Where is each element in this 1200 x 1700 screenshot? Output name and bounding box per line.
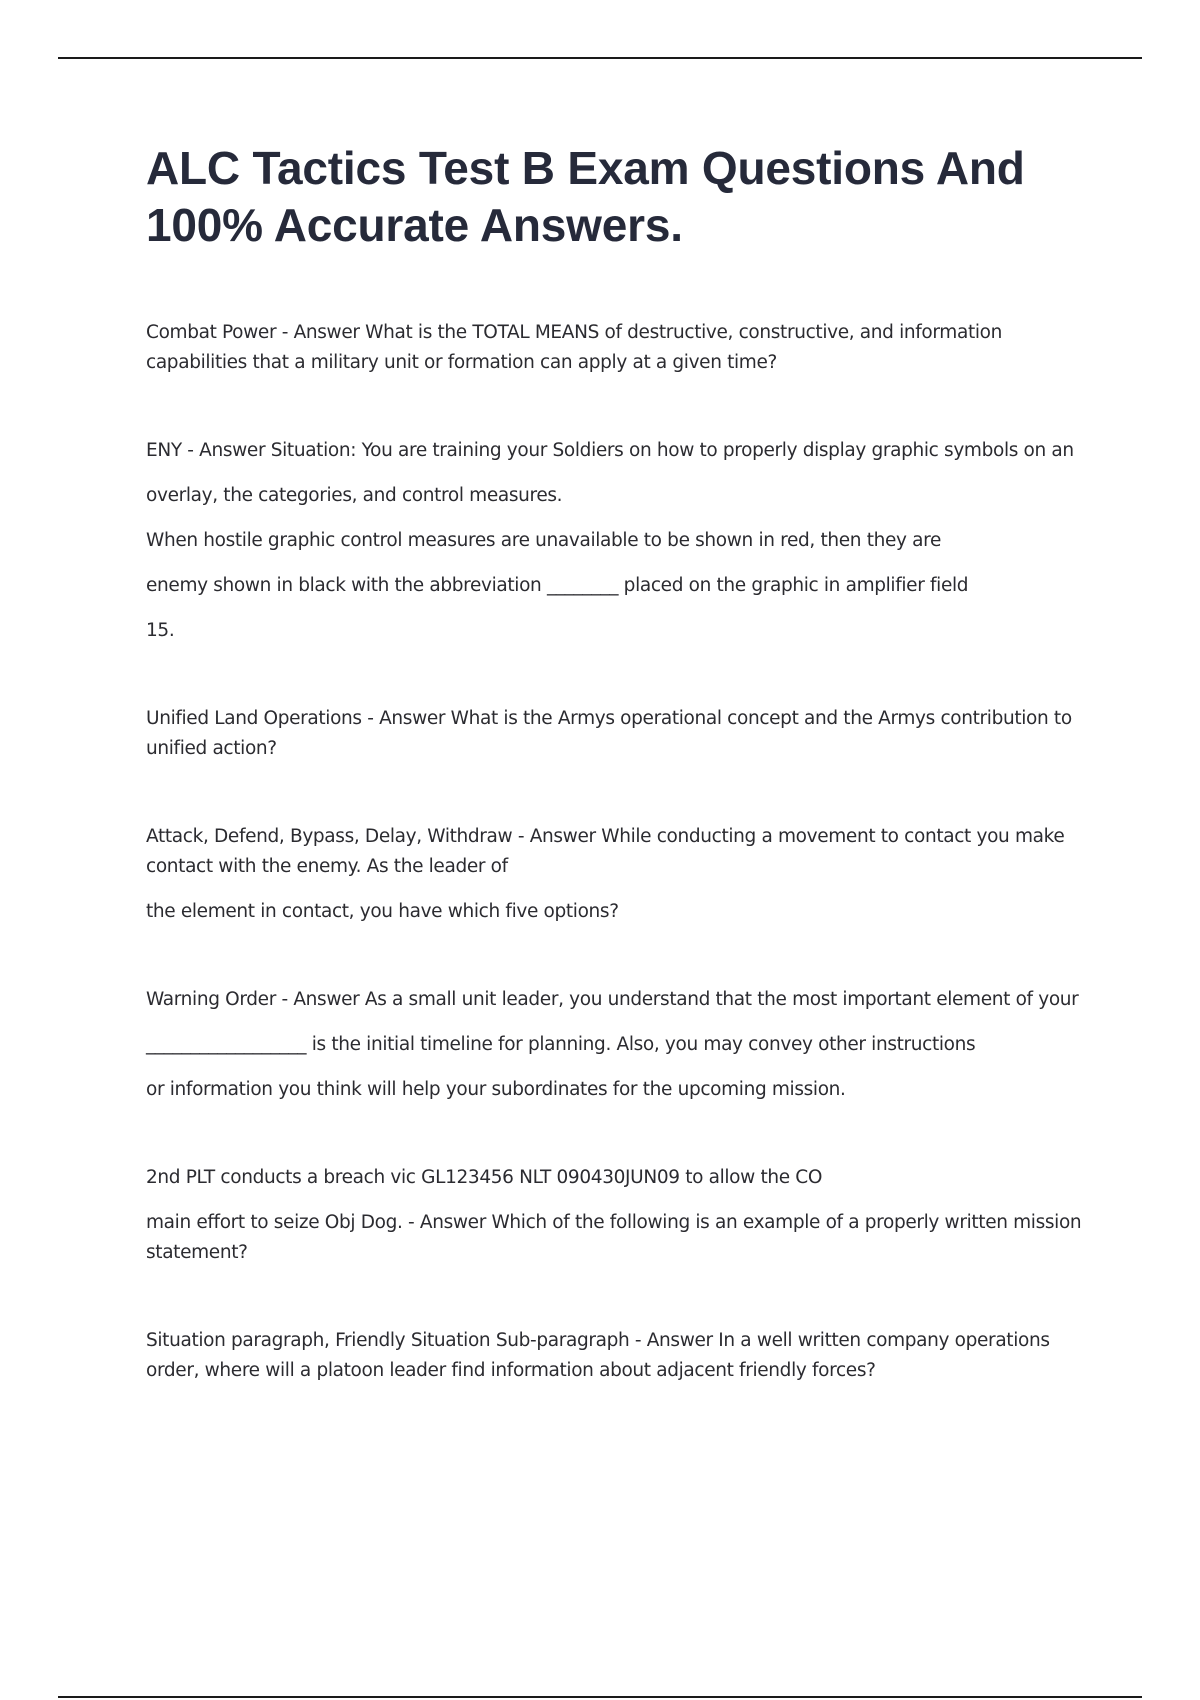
qa-line: Attack, Defend, Bypass, Delay, Withdraw - Answer While conducting a movement to contact you make contact with the enemy. As the leader of	[146, 826, 1065, 877]
qa-line: enemy shown in black with the abbreviation ________ placed on the graphic in amplifier field	[146, 575, 969, 596]
qa-line: __________________ is the initial timeline for planning. Also, you may convey other instructions	[146, 1034, 976, 1055]
qa-line: ENY - Answer Situation: You are training your Soldiers on how to properly display graphic symbols on an	[146, 440, 1074, 461]
qa-line: 2nd PLT conducts a breach vic GL123456 NLT 090430JUN09 to allow the CO	[146, 1167, 823, 1188]
qa-item-five-options	[146, 822, 1086, 927]
qa-line: overlay, the categories, and control measures.	[146, 485, 563, 506]
document-body	[146, 140, 1086, 1444]
qa-line: When hostile graphic control measures are unavailable to be shown in red, then they are	[146, 530, 942, 551]
qa-line: main effort to seize Obj Dog. - Answer Which of the following is an example of a properly written mission statement?	[146, 1212, 1082, 1263]
qa-item-situation-paragraph	[146, 1326, 1086, 1386]
qa-line: the element in contact, you have which five options?	[146, 901, 619, 922]
qa-line: Combat Power - Answer What is the TOTAL MEANS of destructive, constructive, and information capabilities that a military unit or formation can apply at a given time?	[146, 322, 1003, 373]
bottom-rule	[58, 1696, 1142, 1698]
qa-item-mission-statement	[146, 1163, 1086, 1268]
qa-item-eny	[146, 436, 1086, 646]
qa-item-unified-land-operations	[146, 704, 1086, 764]
qa-item-combat-power	[146, 318, 1086, 378]
qa-line: Situation paragraph, Friendly Situation Sub-paragraph - Answer In a well written company operations order, where will a platoon leader find information about adjacent friendly forces?	[146, 1330, 1050, 1381]
qa-line: Unified Land Operations - Answer What is the Armys operational concept and the Armys contribution to unified action?	[146, 708, 1072, 759]
top-rule	[58, 57, 1142, 59]
qa-line: 15.	[146, 620, 175, 641]
document-title: ALC Tactics Test B Exam Questions And 100% Accurate Answers.	[146, 142, 1025, 251]
qa-list	[146, 318, 1086, 1386]
qa-line: or information you think will help your subordinates for the upcoming mission.	[146, 1079, 846, 1100]
qa-item-warning-order	[146, 985, 1086, 1105]
qa-line: Warning Order - Answer As a small unit leader, you understand that the most important element of your	[146, 989, 1079, 1010]
